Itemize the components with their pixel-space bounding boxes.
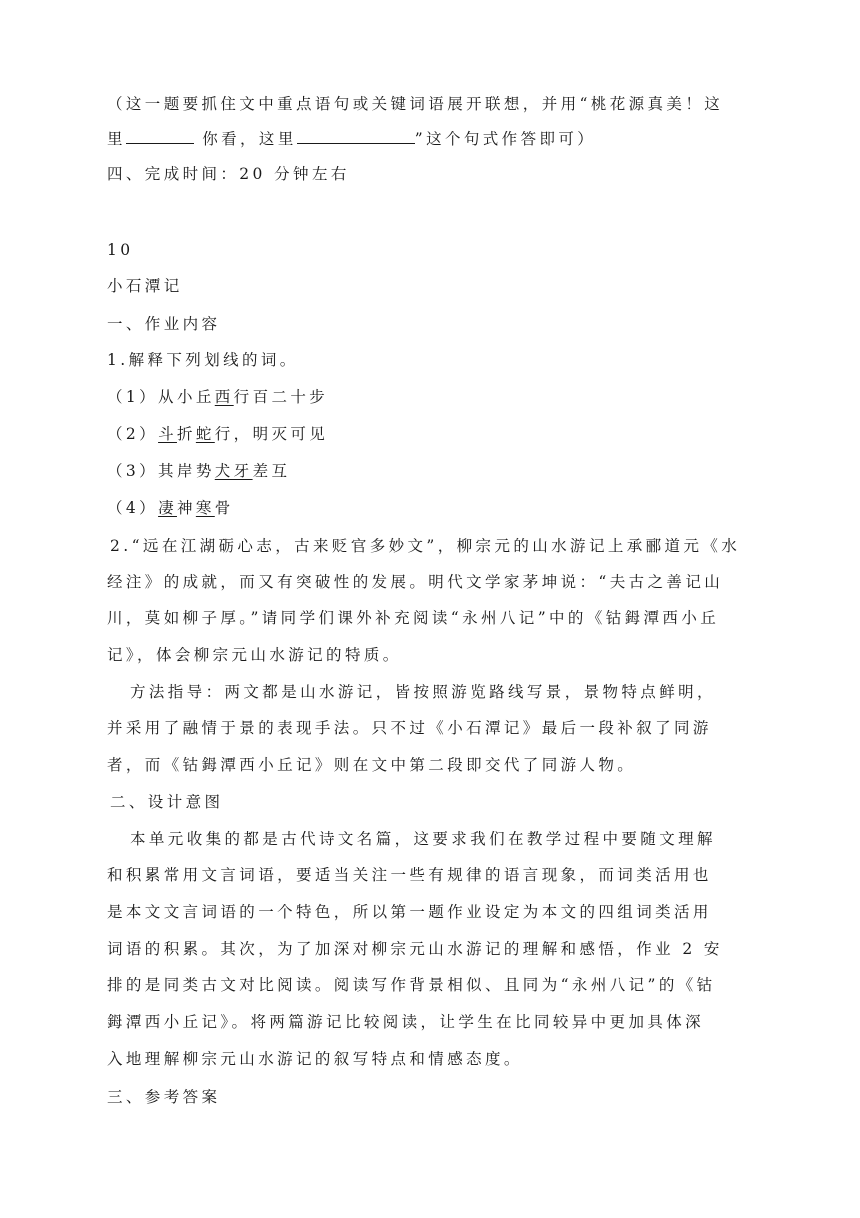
question-2-line-4: 记》，体会柳宗元山水游记的特质。	[107, 646, 402, 664]
item-3-pre: （3）其岸势	[107, 462, 215, 480]
lesson-title: 小石潭记	[107, 277, 183, 295]
method-line-2: 并采用了融情于景的表现手法。只不过《小石潭记》最后一段补叙了同游	[107, 719, 712, 737]
intro-line-2-b: 你看，这里	[202, 130, 297, 148]
intro-line-1: （这一题要抓住文中重点语句或关键词语展开联想，并用“桃花源真美！这	[107, 95, 724, 113]
item-2-pre: （2）	[107, 425, 159, 443]
item-1-pre: （1）从小丘	[107, 388, 215, 406]
question-2-line-2: 经注》的成就，而又有突破性的发展。明代文学家茅坤说：“夫古之善记山	[107, 573, 724, 591]
method-line-3: 者，而《钴鉧潭西小丘记》则在文中第二段即交代了同游人物。	[107, 756, 637, 774]
design-line-1: 本单元收集的都是古代诗文名篇，这要求我们在教学过程中要随文理解	[130, 830, 716, 848]
section-3-heading: 三、参考答案	[107, 1088, 221, 1106]
method-line-1: 方法指导：两文都是山水游记，皆按照游览路线写景，景物特点鲜明，	[130, 683, 716, 701]
page-number: 10	[107, 241, 134, 259]
answer-blank-2	[297, 129, 415, 144]
design-line-7: 入地理解柳宗元山水游记的叙写特点和情感态度。	[107, 1050, 523, 1068]
question-2-line-1: 2.“远在江湖砺心志，古来贬官多妙文”，柳宗元的山水游记上承郦道元《水	[110, 537, 741, 555]
section-1-heading: 一、作业内容	[107, 315, 221, 333]
item-2-underlined-1: 斗	[158, 425, 177, 443]
item-4-pre: （4）	[107, 499, 159, 517]
item-4	[107, 498, 757, 518]
design-line-4: 词语的积累。其次，为了加深对柳宗元山水游记的理解和感悟，作业 2 安	[107, 940, 723, 958]
intro-line-2-c: ”这个句式作答即可）	[414, 130, 597, 148]
item-3	[107, 461, 757, 481]
design-line-6: 鉧潭西小丘记》。将两篇游记比较阅读，让学生在比同较异中更加具体深	[107, 1013, 705, 1031]
item-4-underlined-1: 凄	[158, 499, 177, 517]
intro-line-2-a: 里	[107, 130, 126, 148]
item-4-mid: 神	[176, 499, 196, 517]
section-2-heading: 二、设计意图	[110, 793, 224, 811]
item-2	[107, 424, 757, 444]
question-1: 1.解释下列划线的词。	[107, 351, 299, 369]
design-line-5: 排的是同类古文对比阅读。阅读写作背景相似、且同为“永州八记”的《钴	[107, 976, 716, 994]
item-2-underlined-2: 蛇	[195, 425, 215, 443]
answer-blank-1	[126, 129, 194, 144]
item-3-post: 差互	[252, 462, 291, 480]
item-2-post: 行，明灭可见	[214, 425, 329, 443]
item-1-underlined: 西	[214, 388, 234, 406]
question-2-line-3: 川，莫如柳子厚。”请同学们课外补充阅读“永州八记”中的《钴鉧潭西小丘	[107, 609, 720, 627]
item-3-underlined: 犬牙	[214, 462, 253, 480]
item-2-mid: 折	[176, 425, 196, 443]
item-4-post: 骨	[214, 499, 234, 517]
completion-time: 四、完成时间：20 分钟左右	[107, 165, 350, 183]
item-1	[107, 387, 757, 407]
item-1-post: 行百二十步	[233, 388, 329, 406]
item-4-underlined-2: 寒	[195, 499, 215, 517]
design-line-3: 是本文文言词语的一个特色，所以第一题作业设定为本文的四组词类活用	[107, 903, 712, 921]
intro-line-2	[107, 129, 757, 149]
design-line-2: 和积累常用文言词语，要适当关注一些有规律的语言现象，而词类活用也	[107, 866, 712, 884]
